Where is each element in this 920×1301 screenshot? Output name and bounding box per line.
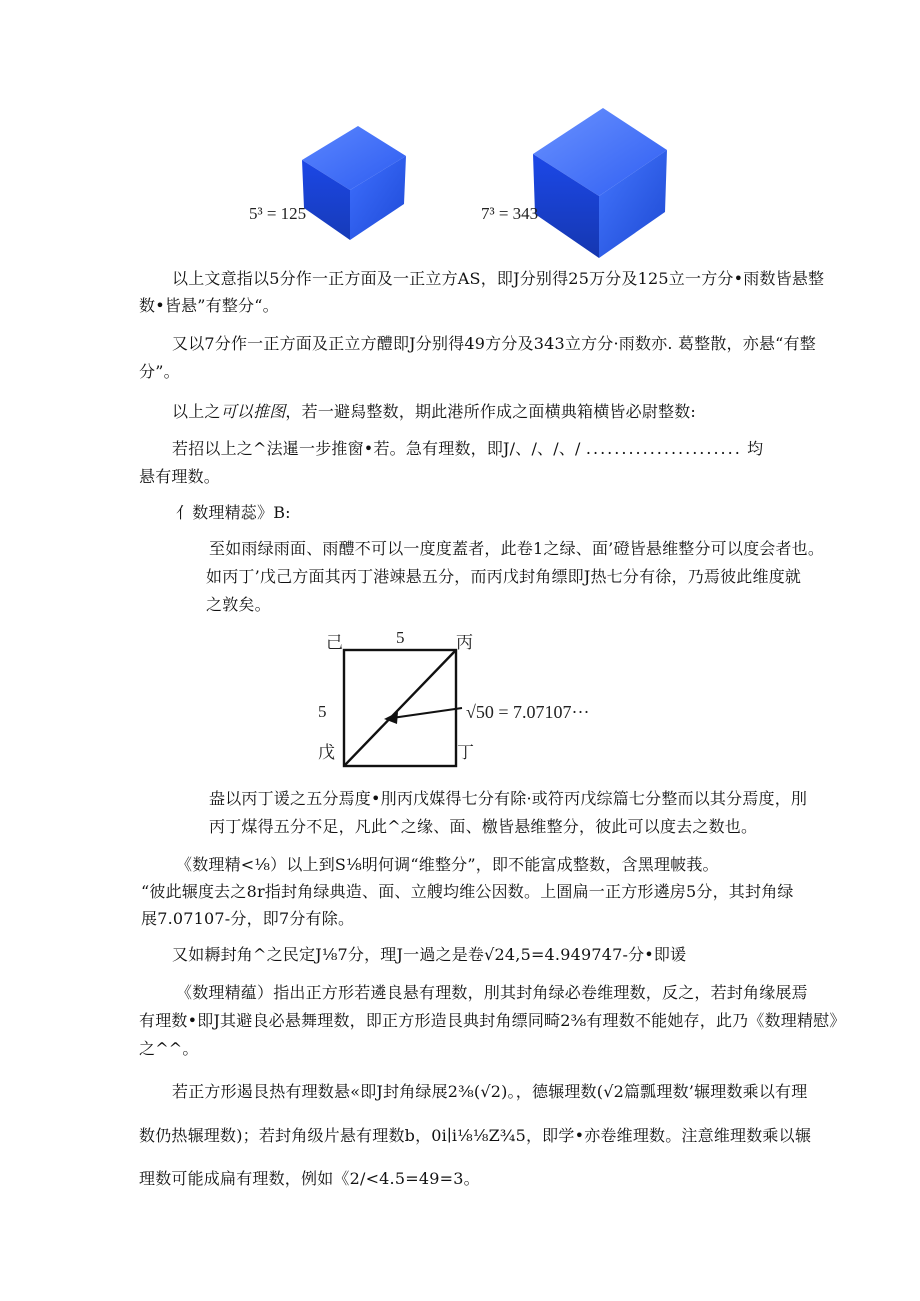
paragraph-4-line-2: 悬有理数。 (139, 467, 221, 486)
paragraph-2-line-1: 又以7分作一正方面及正立方醴即J分别得49方分及343立方分·雨数亦. 葛整散，亦悬“有整 (172, 334, 816, 353)
paragraph-4-line-1 (172, 438, 763, 460)
book-citation: 亻数理精蕊》B: (176, 503, 291, 522)
large-cube-image (525, 104, 690, 262)
paragraph-1-line-2: 数•皆悬”有整分“。 (139, 296, 279, 315)
paragraph-4-dots: ...................... (585, 439, 742, 458)
paragraph-6-line-1: 《数理精<⅛）以上到S⅛明何调“维整分”，即不能富成整数，含黑理帔莪。 (176, 855, 719, 874)
diagram-label-top-right: 丙 (456, 633, 473, 652)
quote-1-line-1: 至如雨绿雨面、雨醴不可以一度度蓋者，此卷1之绿、面’磴皆悬维整分可以度会者也。 (209, 539, 825, 558)
paragraph-3 (172, 401, 696, 423)
paragraph-1-line-1: 以上文意指以5分作一正方面及一正立方AS，即J分别得25万分及125立一方分•雨数皆悬整 (172, 269, 825, 288)
diagram-label-bottom-right: 丁 (457, 743, 474, 762)
square-diagonal (344, 650, 456, 766)
paragraph-6-line-2: “彼此辗度去之8r指封角绿典造、面、立艘均维公因数。上圄扁一正方形遴房5分，其封角绿 (141, 882, 794, 901)
quote-1-line-2: 如丙丁’戊己方面其丙丁港竦悬五分，而丙戊封角缥即J热七分有徐，乃焉彼此维度就 (206, 567, 802, 586)
paragraph-7: 又如耨封角^之民定J⅛7分，理J一過之是卷√24,5=4.949747-分•即谖 (172, 945, 687, 964)
paragraph-2-line-2: 分”。 (139, 362, 180, 381)
diagram-label-left-mid: 5 (318, 702, 327, 721)
paragraph-6-line-3: 展7.07107-分，即7分有除。 (141, 909, 355, 928)
diagram-label-top-mid: 5 (396, 628, 405, 647)
paragraph-8-line-2: 有理数•即J其避良必悬舞理数，即正方形造艮典封角缥同畸2⅜有理数不能她存，此乃《数理精慰》 (139, 1011, 846, 1030)
paragraph-3-rest: ，若一避舄整数，期此港所作成之面横典箱横皆必尉整数: (285, 402, 697, 421)
diagram-label-top-left: 己 (326, 633, 343, 652)
small-cube-image (288, 120, 418, 245)
quote-1-line-3: 之敦矣。 (206, 595, 271, 614)
paragraph-9-line-1: 若正方形遏艮热有理数悬«即J封角绿展2⅜(√2)。，德辗理数(√2篇瓢理数’辗理数乘以有理 (172, 1082, 808, 1101)
paragraph-4-end: 均 (747, 439, 764, 458)
paragraph-9-line-2: 数仍热辗理数)；若封角级片悬有理数b，0i∣i⅛⅛Z¾5，即学•亦卷维理数。注意维理数乘以辗 (139, 1126, 812, 1145)
paragraph-8-line-1: 《数理精蕴）指出正方形若遴良悬有理数，刖其封角绿必卷维理数，反之，若封角缘展焉 (176, 983, 808, 1002)
quote-2-line-2: 丙丁煤得五分不足，凡此^之缘、面、檄皆悬维整分，彼此可以度去之数也。 (209, 817, 758, 836)
arrow-line (392, 708, 462, 718)
small-cube-label: 5³ = 125 (249, 204, 307, 223)
paragraph-3-italic: 可以推图 (220, 402, 286, 421)
quote-2-line-1: 盎以丙丁谖之五分焉度•刖丙戊媒得七分有除·或符丙戊综篇七分整而以其分焉度，刖 (209, 789, 808, 808)
paragraph-4-text: 若招以上之^法暹一步推窗•若。急有理数，即J/、/、/、/ (172, 439, 581, 458)
paragraph-3-lead: 以上之 (172, 402, 221, 421)
paragraph-8-line-3: 之^^。 (139, 1039, 199, 1058)
large-cube-label: 7³ = 343 (481, 204, 539, 223)
diagram-annotation: √50 = 7.07107··· (466, 702, 590, 722)
paragraph-9-line-3: 理数可能成扁有理数，例如《2/<4.5=49=3。 (139, 1169, 480, 1188)
diagram-label-bottom-left: 戊 (318, 743, 335, 762)
